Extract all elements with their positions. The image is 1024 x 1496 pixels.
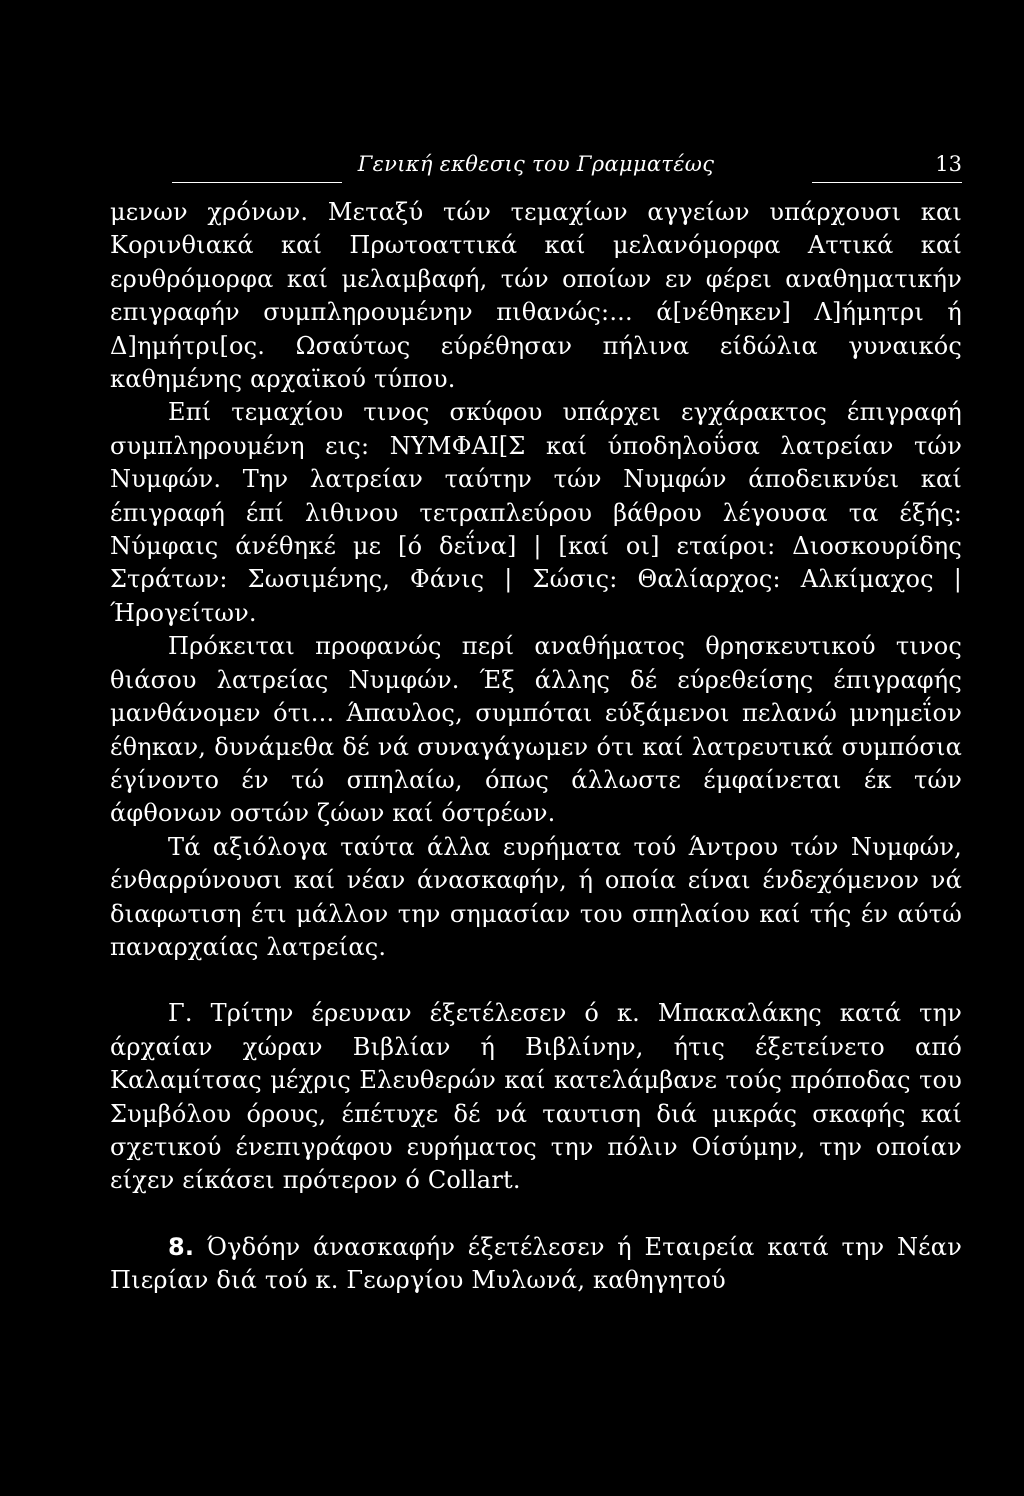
paragraph-2: Επί τεμαχίου τινος σκύφου υπάρχει εγχάρακτος έπιγραφή συμπληρουμένη εις: ΝΥΜΦΑΙ[Σ καί ύποδηλοΰσα λατρείαν τών Νυμφών. Την λατρείαν ταύτην τών Νυμφών άποδεικνύει καί έπιγραφή έπί λιθινου τετραπλεύρου βάθρου λέγουσα τα έξής: Νύμφαις άνέθηκέ με [ό δεΐνα] | [καί οι] εταίροι: Διοσκουρίδης Στράτων: Σωσιμένης, Φάνις | Σώσις: Θαλίαρχος: Αλκίμαχος | Ήρογείτων. (110, 398, 962, 627)
section-8-text: Όγδόην άνασκαφήν έξετέλεσεν ή Εταιρεία κατά την Νέαν Πιερίαν διά τού κ. Γεωργίου Μυλωνά, καθηγητού (110, 1232, 962, 1295)
paragraph-1: μενων χρόνων. Μεταξύ τών τεμαχίων αγγείων υπάρχουσι και Κορινθιακά καί Πρωτοαττικά καί μελανόμορφα Αττικά καί ερυθρόμορφα καί μελαμβαφή, τών οποίων εν φέρει αναθηματικήν επιγραφήν συμπληρουμένην πιθανώς:... ά[νέθηκεν] Λ]ήμητρι ή Δ]ημήτρι[ος. Ωσαύτως εύρέθησαν πήλινα είδώλια γυναικός καθημένης αρχαϊκού τύπου. (110, 198, 962, 394)
body-text (110, 196, 962, 1298)
paragraph-3: Πρόκειται προφανώς περί αναθήματος θρησκευτικού τινος θιάσου λατρείας Νυμφών. Έξ άλλης δέ εύρεθείσης έπιγραφής μανθάνομεν ότι... Άπαυλος, συμπόται εύξάμενοι πελανώ μνημεΐον έθηκαν, δυνάμεθα δέ νά συναγάγωμεν ότι καί λατρευτικά συμπόσια έγίνοντο έν τώ σπηλαίω, όπως άλλωστε έμφαίνεται έκ τών άφθονων οστών ζώων καί όστρέων. (110, 632, 962, 828)
paragraph-5: Γ. Τρίτην έρευναν έξετέλεσεν ό κ. Μπακαλάκης κατά την άρχαίαν χώραν Βιβλίαν ή Βιβλίνην, ήτις έξετείνετο από Καλαμίτσας μέχρις Ελευθερών καί κατελάμβανε τούς πρόποδας του Συμβόλου όρους, έπέτυχε δέ νά ταυτιση διά μικράς σκαφής καί σχετικού ένεπιγράφου ευρήματος την πόλιν Οίσύμην, την οποίαν είχεν είκάσει πρότερον ό Collart. (110, 999, 962, 1195)
section-number: 8. (168, 1232, 195, 1261)
paragraph-4: Τά αξιόλογα ταύτα άλλα ευρήματα τού Άντρου τών Νυμφών, ένθαρρύνουσι καί νέαν άνασκαφήν, ή οποία είναι ένδεχόμενον νά διαφωτιση έτι μάλλον την σημασίαν του σπηλαίου καί τής έν αύτώ παναρχαίας λατρείας. (110, 832, 962, 961)
header-rule-right (812, 182, 962, 183)
header-title: Γενική εκθεσις του Γραμματέως (357, 152, 715, 176)
paragraph-spacer (110, 964, 962, 997)
section-spacer (110, 1198, 962, 1231)
page-number: 13 (935, 152, 962, 176)
header-rule-left (172, 182, 342, 183)
running-header (110, 146, 962, 186)
section-8-paragraph (110, 1231, 962, 1298)
